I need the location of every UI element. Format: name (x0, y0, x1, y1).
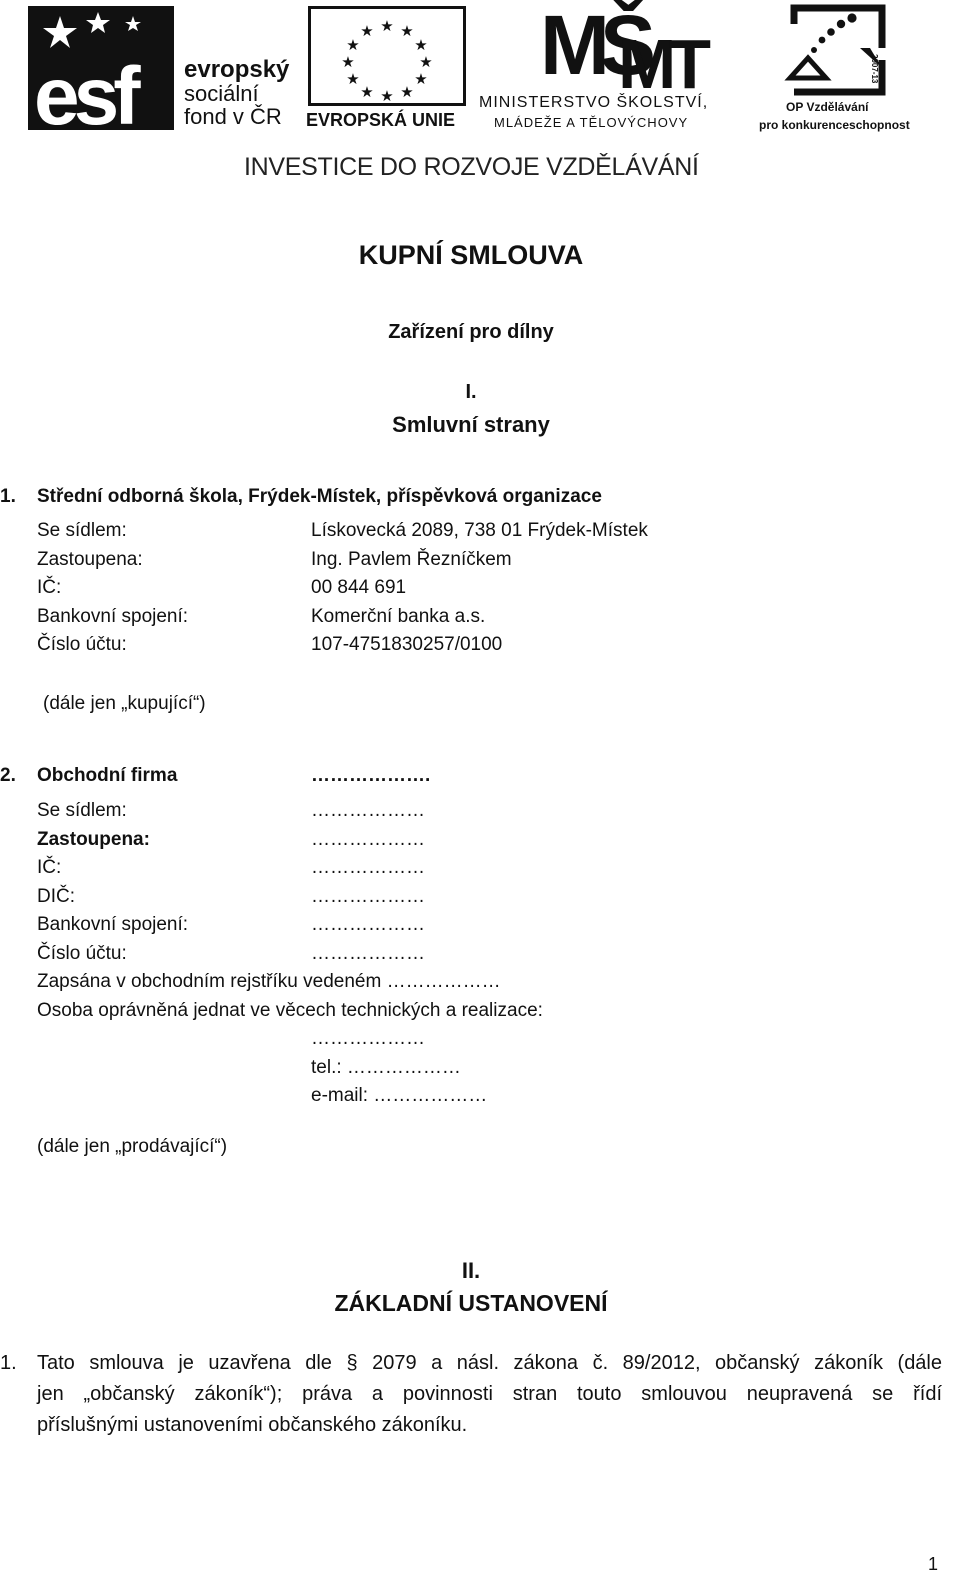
svg-text:★: ★ (419, 53, 433, 71)
party1-label-account: Číslo účtu: (37, 634, 127, 655)
party2-tel: tel.: ……………… (311, 1057, 461, 1078)
svg-text:MŠ: MŠ (540, 0, 646, 92)
party2-value-ic: ……………… (311, 857, 425, 878)
party2-register: Zapsána v obchodním rejstříku vedeném ……………… (37, 971, 501, 992)
party2-contact-label: Osoba oprávněná jednat ve věcech technických a realizace: (37, 1000, 543, 1021)
section2-number: II. (461, 1258, 481, 1283)
party2-number: 2. (0, 765, 16, 786)
svg-text:★: ★ (400, 22, 414, 40)
clause1-line1: Tato smlouva je uzavřena dle § 2079 a násl. zákona č. 89/2012, občanský zákoník (dále (37, 1352, 942, 1374)
op-line1: OP Vzdělávání (786, 100, 869, 114)
party2-value-account: ……………… (311, 943, 425, 964)
header-tagline: INVESTICE DO ROZVOJE VZDĚLÁVÁNÍ (244, 153, 699, 181)
party2-email: e-mail: ……………… (311, 1085, 488, 1106)
party2-name-value: ………………. (311, 765, 431, 786)
esf-logo-line2: sociální (184, 81, 259, 106)
svg-text:★: ★ (400, 83, 414, 101)
svg-text:★: ★ (346, 36, 360, 54)
party2-value-seat: ……………… (311, 800, 425, 821)
svg-text:2007-13: 2007-13 (870, 54, 879, 84)
document-title: KUPNÍ SMLOUVA (358, 240, 584, 270)
msmt-line1: MINISTERSTVO ŠKOLSTVÍ, (479, 94, 709, 111)
eu-logo-label: EVROPSKÁ UNIE (306, 110, 456, 130)
party2-label-seat: Se sídlem: (37, 800, 127, 821)
party2-contact-name: ……………… (311, 1028, 425, 1049)
esf-logo-line3: fond v ČR (184, 104, 282, 129)
party2-label-ic: IČ: (37, 857, 62, 878)
party2-value-rep: ……………… (311, 829, 425, 850)
svg-text:MT: MT (618, 25, 704, 103)
page-number: 1 (928, 1554, 939, 1574)
party2-label-account: Číslo účtu: (37, 943, 127, 964)
section1-title: Smluvní strany (392, 412, 550, 437)
party1-value-account: 107-4751830257/0100 (311, 634, 503, 655)
esf-logo-line1: evropský (184, 56, 290, 83)
section1-number: I. (465, 381, 477, 403)
party1-value-bank: Komerční banka a.s. (311, 606, 486, 627)
document-subtitle: Zařízení pro dílny (388, 321, 554, 343)
op-line2: pro konkurenceschopnost (759, 118, 910, 132)
svg-text:★: ★ (341, 53, 355, 71)
section2-title: ZÁKLADNÍ USTANOVENÍ (334, 1290, 608, 1316)
eu-flag-icon (308, 6, 466, 106)
op-logo-icon (788, 4, 888, 98)
clause1-line3: příslušnými ustanoveními občanského zákoníku. (37, 1414, 468, 1436)
party2-value-dic: ……………… (311, 886, 425, 907)
msmt-emblem-icon (540, 0, 704, 103)
party2-alias: (dále jen „prodávající“) (37, 1136, 228, 1157)
esf-logo-mark (28, 6, 174, 142)
party1-value-ic: 00 844 691 (311, 577, 407, 598)
svg-text:★: ★ (380, 87, 394, 105)
party1-label-rep: Zastoupena: (37, 549, 143, 570)
party1-label-bank: Bankovní spojení: (37, 606, 189, 627)
party2-name: Obchodní firma (37, 765, 178, 786)
clause1-number: 1. (0, 1352, 17, 1374)
party1-number: 1. (0, 486, 16, 507)
party2-value-bank: ……………… (311, 914, 425, 935)
clause1-line2: jen „občanský zákoník“); práva a povinnosti stran touto smlouvou neupravená se řídí (37, 1383, 942, 1405)
party2-label-rep: Zastoupena: (37, 829, 150, 850)
svg-text:★: ★ (414, 70, 428, 88)
party2-label-bank: Bankovní spojení: (37, 914, 189, 935)
msmt-line2: MLÁDEŽE A TĚLOVÝCHOVY (494, 115, 689, 130)
party1-value-rep: Ing. Pavlem Řezníčkem (311, 549, 512, 570)
party1-label-ic: IČ: (37, 577, 62, 598)
svg-text:★: ★ (360, 22, 374, 40)
svg-text:★: ★ (360, 83, 374, 101)
svg-text:★: ★ (380, 17, 394, 35)
party1-name: Střední odborná škola, Frýdek-Místek, příspěvková organizace (37, 486, 602, 507)
svg-text:esf: esf (34, 51, 135, 142)
svg-text:★: ★ (346, 70, 360, 88)
party1-alias: (dále jen „kupující“) (43, 693, 206, 714)
party1-label-seat: Se sídlem: (37, 520, 127, 541)
party2-label-dic: DIČ: (37, 886, 75, 907)
svg-text:★: ★ (414, 36, 428, 54)
party1-value-seat: Lískovecká 2089, 738 01 Frýdek-Místek (311, 520, 648, 541)
